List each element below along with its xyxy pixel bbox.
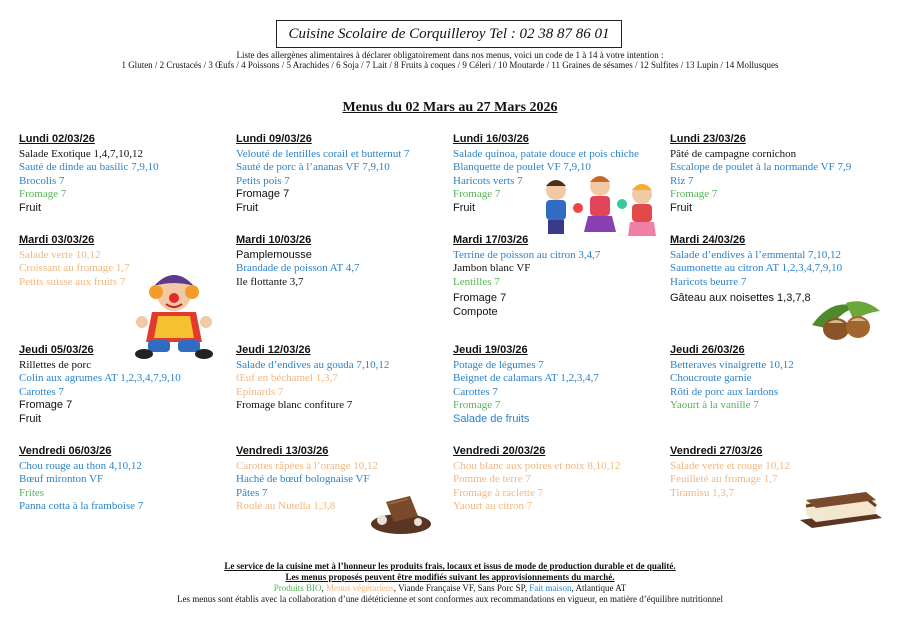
menu-item: Salade quinoa, patate douce et pois chiche xyxy=(453,147,640,160)
day-heading: Lundi 16/03/26 xyxy=(453,133,529,145)
day-heading: Mardi 17/03/26 xyxy=(453,234,529,246)
day-heading: Jeudi 05/03/26 xyxy=(19,344,94,356)
menu-item: Salade verte et rouge 10,12 xyxy=(670,459,791,472)
menu-item: Fromage blanc confiture 7 xyxy=(236,399,353,412)
menu-item: Rôti de porc aux lardons xyxy=(670,385,779,398)
children-illustration xyxy=(538,172,668,244)
menu-item: Fromage à raclette 7 xyxy=(453,486,544,499)
menu-item: Fromage 7 xyxy=(236,188,290,201)
menu-item: Colin aux agrumes AT 1,2,3,4,7,9,10 xyxy=(19,372,181,385)
menu-day-cell xyxy=(19,445,224,514)
menu-item: Compote xyxy=(453,305,498,318)
menu-item: Fromage 7 xyxy=(453,399,501,412)
menu-item: Petits suisse aux fruits 7 xyxy=(19,275,126,288)
menu-day-cell xyxy=(236,234,441,289)
menu-item: Carottes 7 xyxy=(453,385,498,398)
menu-item: Rillettes de porc xyxy=(19,358,92,371)
menu-item: Haricots verts 7 xyxy=(453,174,523,187)
menu-item: Frites xyxy=(19,486,45,499)
menu-item: Pâtes 7 xyxy=(236,486,268,499)
day-heading: Lundi 23/03/26 xyxy=(670,133,746,145)
day-heading: Vendredi 06/03/26 xyxy=(19,445,112,457)
menu-item: Petits pois 7 xyxy=(236,174,290,187)
menu-day-cell xyxy=(670,344,875,413)
menu-item: Ile flottante 3,7 xyxy=(236,275,304,288)
clown-illustration xyxy=(128,272,220,364)
menu-item: Fromage 7 xyxy=(453,188,501,201)
menu-day-cell xyxy=(670,133,875,216)
hazelnuts-illustration xyxy=(806,295,884,343)
menu-item: Epinards 7 xyxy=(236,385,284,398)
menu-item: Terrine de poisson au citron 3,4,7 xyxy=(453,248,601,261)
menu-item: Brocolis 7 xyxy=(19,174,65,187)
menu-day-cell xyxy=(19,133,224,216)
legend-bio: Produits BIO xyxy=(273,583,322,593)
day-heading: Vendredi 27/03/26 xyxy=(670,445,763,457)
footer-legend: Produits BIO, Menus végétariens, Viande Française VF, Sans Porc SP, Fait maison, Atlantique AT xyxy=(273,583,627,593)
menu-item: Chou blanc aux poires et noix 8,10,12 xyxy=(453,459,621,472)
menu-day-cell xyxy=(236,133,441,216)
menu-item: Fruit xyxy=(236,201,258,214)
menu-item: Fruit xyxy=(19,201,41,214)
day-heading: Lundi 09/03/26 xyxy=(236,133,312,145)
menu-item: Fromage 7 xyxy=(453,292,507,305)
legend-meat: Viande Française VF, Sans Porc SP, xyxy=(398,583,527,593)
menu-item: Œuf en béchamel 1,3,7 xyxy=(236,372,338,385)
menu-item: Jambon blanc VF xyxy=(453,262,531,275)
menu-day-cell xyxy=(453,445,658,514)
footer-line-1: Le service de la cuisine met à l’honneur les produits frais, locaux et issus de mode de production durable et de qualité. xyxy=(224,561,676,571)
menu-item: Salade d’endives au gouda 7,10,12 xyxy=(236,358,390,371)
menu-item: Chou rouge au thon 4,10,12 xyxy=(19,459,142,472)
menu-item: Sauté de porc à l’ananas VF 7,9,10 xyxy=(236,161,390,174)
menu-item: Panna cotta à la framboise 7 xyxy=(19,500,144,513)
day-heading: Lundi 02/03/26 xyxy=(19,133,95,145)
menu-item: Choucroute garnie xyxy=(670,372,752,385)
day-heading: Mardi 10/03/26 xyxy=(236,234,312,246)
menu-item: Fruit xyxy=(19,412,41,425)
menu-item: Salade Exotique 1,4,7,10,12 xyxy=(19,147,144,160)
menu-item: Brandade de poisson AT 4,7 xyxy=(236,262,360,275)
menu-item: Haché de bœuf bolognaise VF xyxy=(236,473,370,486)
menu-item: Pamplemousse xyxy=(236,248,312,261)
menu-item: Salade d’endives à l’emmental 7,10,12 xyxy=(670,248,842,261)
menu-item: Fruit xyxy=(453,201,475,214)
footer-line-4: Les menus sont établis avec la collaboration d’une diététicienne et sont conformes aux recommandations en vigueur, en matière d’équilibre nutritionnel xyxy=(177,594,723,604)
menu-item: Fruit xyxy=(670,201,692,214)
allergen-list: 1 Gluten / 2 Crustacés / 3 Œufs / 4 Poissons / 5 Arachides / 6 Soja / 7 Lait / 8 Fruits à coques / 9 Céleri / 10 Moutarde / 11 Graines de sésames / 12 Sulfites / 13 Lupin / 14 Mollusques xyxy=(121,60,779,70)
menu-day-cell xyxy=(453,234,658,320)
menu-item: Carottes râpées à l’orange 10,12 xyxy=(236,459,379,472)
legend-homemade: Fait maison xyxy=(529,583,572,593)
menu-item: Sauté de dinde au basilic 7,9,10 xyxy=(19,161,159,174)
menu-item: Feuilleté au fromage 1,7 xyxy=(670,473,778,486)
legend-atlantic: Atlantique AT xyxy=(575,583,627,593)
menu-item: Betteraves vinaigrette 10,12 xyxy=(670,358,794,371)
day-heading: Jeudi 26/03/26 xyxy=(670,344,745,356)
menu-item: Yaourt à la vanille 7 xyxy=(670,399,759,412)
day-heading: Vendredi 13/03/26 xyxy=(236,445,329,457)
menu-item: Salade de fruits xyxy=(453,412,530,425)
menu-item: Gâteau aux noisettes 1,3,7,8 xyxy=(670,292,811,305)
page-title: Cuisine Scolaire de Corquilleroy Tel : 02 38 87 86 01 xyxy=(276,20,622,48)
menu-day-cell xyxy=(453,344,658,427)
menu-item: Carottes 7 xyxy=(19,385,64,398)
menu-item: Lentilles 7 xyxy=(453,275,500,288)
menu-item: Yaourt au citron 7 xyxy=(453,500,533,513)
chocolate-illustration xyxy=(368,494,434,536)
day-heading: Jeudi 19/03/26 xyxy=(453,344,528,356)
day-heading: Mardi 24/03/26 xyxy=(670,234,746,246)
menu-item: Fromage 7 xyxy=(19,188,67,201)
menu-item: Potage de légumes 7 xyxy=(453,358,544,371)
tiramisu-illustration xyxy=(796,480,886,528)
menu-item: Riz 7 xyxy=(670,174,694,187)
legend-vegetarian: Menus végétariens xyxy=(326,583,394,593)
menu-item: Saumonette au citron AT 1,2,3,4,7,9,10 xyxy=(670,262,843,275)
menu-item: Tiramisu 1,3,7 xyxy=(670,486,735,499)
menu-day-cell xyxy=(236,344,441,413)
menu-item: Roulé au Nutella 1,3,8 xyxy=(236,500,336,513)
menu-item: Salade verte 10,12 xyxy=(19,248,101,261)
menu-item: Fromage 7 xyxy=(19,399,73,412)
menu-item: Fromage 7 xyxy=(670,188,718,201)
menu-item: Beignet de calamars AT 1,2,3,4,7 xyxy=(453,372,599,385)
menu-item: Pâté de campagne cornichon xyxy=(670,147,797,160)
menu-item: Escalope de poulet à la normande VF 7,9 xyxy=(670,161,852,174)
menu-item: Croissant au fromage 1,7 xyxy=(19,262,130,275)
menu-item: Bœuf mironton VF xyxy=(19,473,104,486)
day-heading: Jeudi 12/03/26 xyxy=(236,344,311,356)
menu-item: Haricots beurre 7 xyxy=(670,275,747,288)
day-heading: Mardi 03/03/26 xyxy=(19,234,95,246)
allergen-intro: Liste des allergènes alimentaires à déclarer obligatoirement dans nos menus, voici un code de 1 à 14 à votre intention : xyxy=(236,50,664,60)
menu-item: Velouté de lentilles corail et butternut 7 xyxy=(236,147,410,160)
week-title: Menus du 02 Mars au 27 Mars 2026 xyxy=(342,100,558,115)
footer-line-2: Les menus proposés peuvent être modifiés suivant les approvisionnements du marché. xyxy=(285,572,615,582)
menu-item: Blanquette de poulet VF 7,9,10 xyxy=(453,161,591,174)
menu-item: Pomme de terre 7 xyxy=(453,473,531,486)
day-heading: Vendredi 20/03/26 xyxy=(453,445,546,457)
